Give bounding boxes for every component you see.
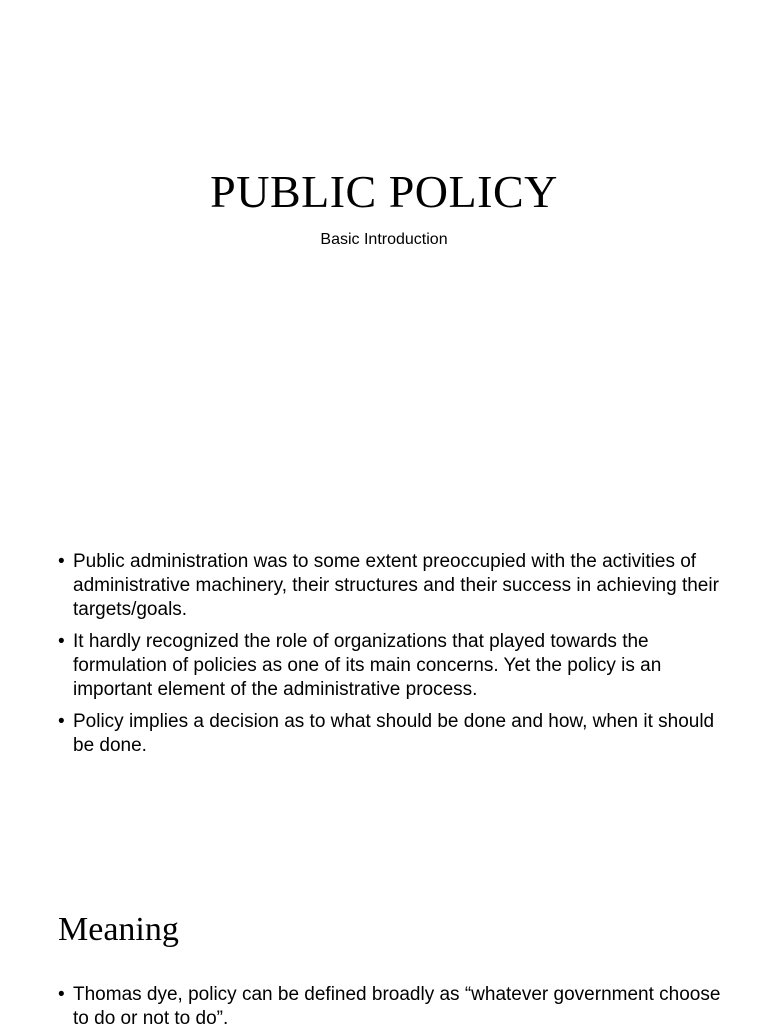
section-heading: Meaning xyxy=(58,911,179,948)
slide-title: PUBLIC POLICY xyxy=(210,166,558,217)
bullet-text: It hardly recognized the role of organizations that played towards the formulation of policies as one of its main concerns. Yet the policy is an important element of the administrative process. xyxy=(73,631,662,700)
bullet-item xyxy=(58,630,728,702)
bullet-icon: • xyxy=(58,711,65,732)
bullet-icon: • xyxy=(58,631,65,652)
bullet-icon: • xyxy=(58,984,65,1005)
slide-subtitle: Basic Introduction xyxy=(320,231,448,248)
bullet-text: Public administration was to some extent preoccupied with the activities of administrative machinery, their structures and their success in achieving their targets/goals. xyxy=(73,551,719,620)
meaning-slide xyxy=(0,880,768,1029)
bullet-item xyxy=(58,550,728,622)
bullet-text: Thomas dye, policy can be defined broadly as “whatever government choose to do or not to do”. xyxy=(73,984,721,1029)
bullet-icon: • xyxy=(58,551,65,572)
intro-slide xyxy=(0,520,768,880)
bullet-item xyxy=(58,710,728,758)
bullet-list xyxy=(58,550,728,766)
bullet-text: Policy implies a decision as to what should be done and how, when it should be done. xyxy=(73,711,715,756)
